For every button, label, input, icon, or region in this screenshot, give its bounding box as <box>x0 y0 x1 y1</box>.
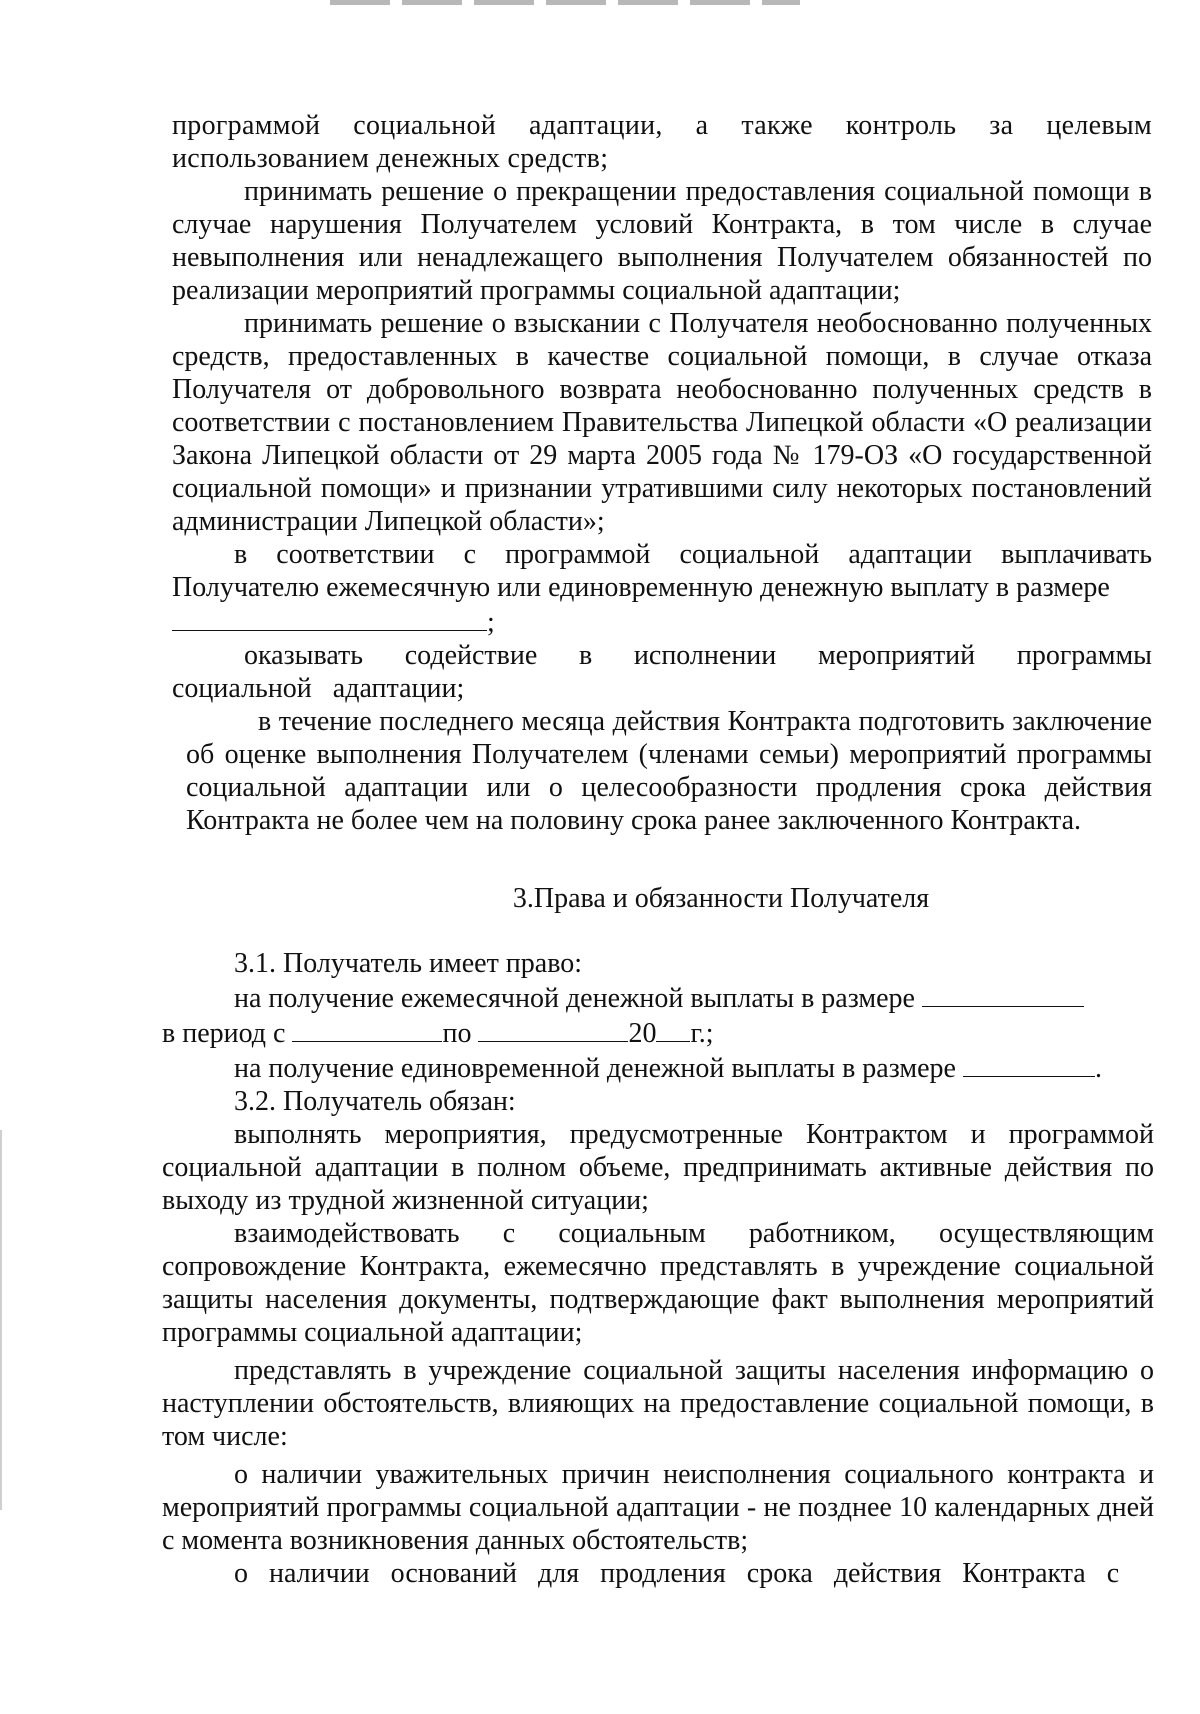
section-3-heading: 3.Права и обязанности Получателя <box>512 883 930 914</box>
rights-title: 3.1. Получатель имеет право: <box>234 948 583 979</box>
obligation-extension-grounds: о наличии оснований для продления срока действия Контракта с <box>234 1558 1120 1589</box>
period-line: в период с по 20 г.; <box>162 1015 1154 1050</box>
payment-amount-blank <box>172 604 487 631</box>
scan-margin-line <box>0 1130 2 1510</box>
obligations-title: 3.2. Получатель обязан: <box>234 1086 516 1117</box>
document-page <box>162 109 1154 1590</box>
payment-amount-terminator: ; <box>487 607 495 638</box>
section-3-body <box>162 947 1154 1590</box>
payment-amount-line <box>172 604 1152 639</box>
period-end-blank <box>478 1015 628 1042</box>
paragraph-terminate-aid: принимать решение о прекращении предоставления социальной помощи в случае нарушения Получателем условий Контракта, в том числе в случае невыполнения или ненадлежащего выполнения Получателем обязанностей по реализации мероприятий программы социальной адаптации; <box>172 176 1152 306</box>
year-blank <box>656 1015 690 1042</box>
paragraph-goal-control: программой социальной адаптации, а также контроль за целевым использованием денежных средств; <box>172 110 1152 174</box>
paragraph-pay-recipient <box>172 538 1152 604</box>
period-start-blank <box>292 1015 442 1042</box>
paragraph-final-report: в течение последнего месяца действия Контракта подготовить заключение об оценке выполнения Получателем (членами семьи) мероприятий программы социальной адаптации или о целесообразности продления срока действия Контракта не более чем на половину срока ранее заключенного Контракта. <box>186 706 1152 836</box>
monthly-payment-line: на получение ежемесячной денежной выплаты в размере <box>162 980 1154 1015</box>
obligation-inform: представлять в учреждение социальной защиты населения информацию о наступлении обстоятельств, влияющих на предоставление социальной помощи, в том числе: <box>162 1355 1154 1452</box>
lump-amount-blank <box>963 1050 1095 1077</box>
obligation-interact: взаимодействовать с социальным работником, осуществляющим сопровождение Контракта, ежемесячно представлять в учреждение социальной защиты населения документы, подтверждающие факт выполнения мероприятий программы социальной адаптации; <box>162 1218 1154 1348</box>
monthly-amount-blank <box>922 980 1084 1007</box>
lump-sum-line: на получение единовременной денежной выплаты в размере . <box>162 1050 1154 1085</box>
scan-edge-artifact <box>330 0 800 5</box>
obligation-valid-reasons: о наличии уважительных причин неисполнения социального контракта и мероприятий программы социальной адаптации - не позднее 10 календарных дней с момента возникновения данных обстоятельств; <box>162 1459 1154 1556</box>
paragraph-recover-funds: принимать решение о взыскании с Получателя необоснованно полученных средств, предоставленных в качестве социальной помощи, в случае отказа Получателя от добровольного возврата необоснованно полученных средств в соответствии с постановлением Правительства Липецкой области «О реализации Закона Липецкой области от 29 марта 2005 года № 179-ОЗ «О государственной социальной помощи» и признании утратившими силу некоторых постановлений администрации Липецкой области»; <box>172 308 1152 537</box>
pay-recipient-text: в соответствии с программой социальной адаптации выплачивать Получателю ежемесячную или единовременную денежную выплату в размере <box>172 539 1152 603</box>
paragraph-assist: оказывать содействие в исполнении мероприятий программы социальной адаптации; <box>172 640 1152 704</box>
obligation-perform: выполнять мероприятия, предусмотренные Контрактом и программой социальной адаптации в полном объеме, предпринимать активные действия по выходу из трудной жизненной ситуации; <box>162 1119 1154 1216</box>
